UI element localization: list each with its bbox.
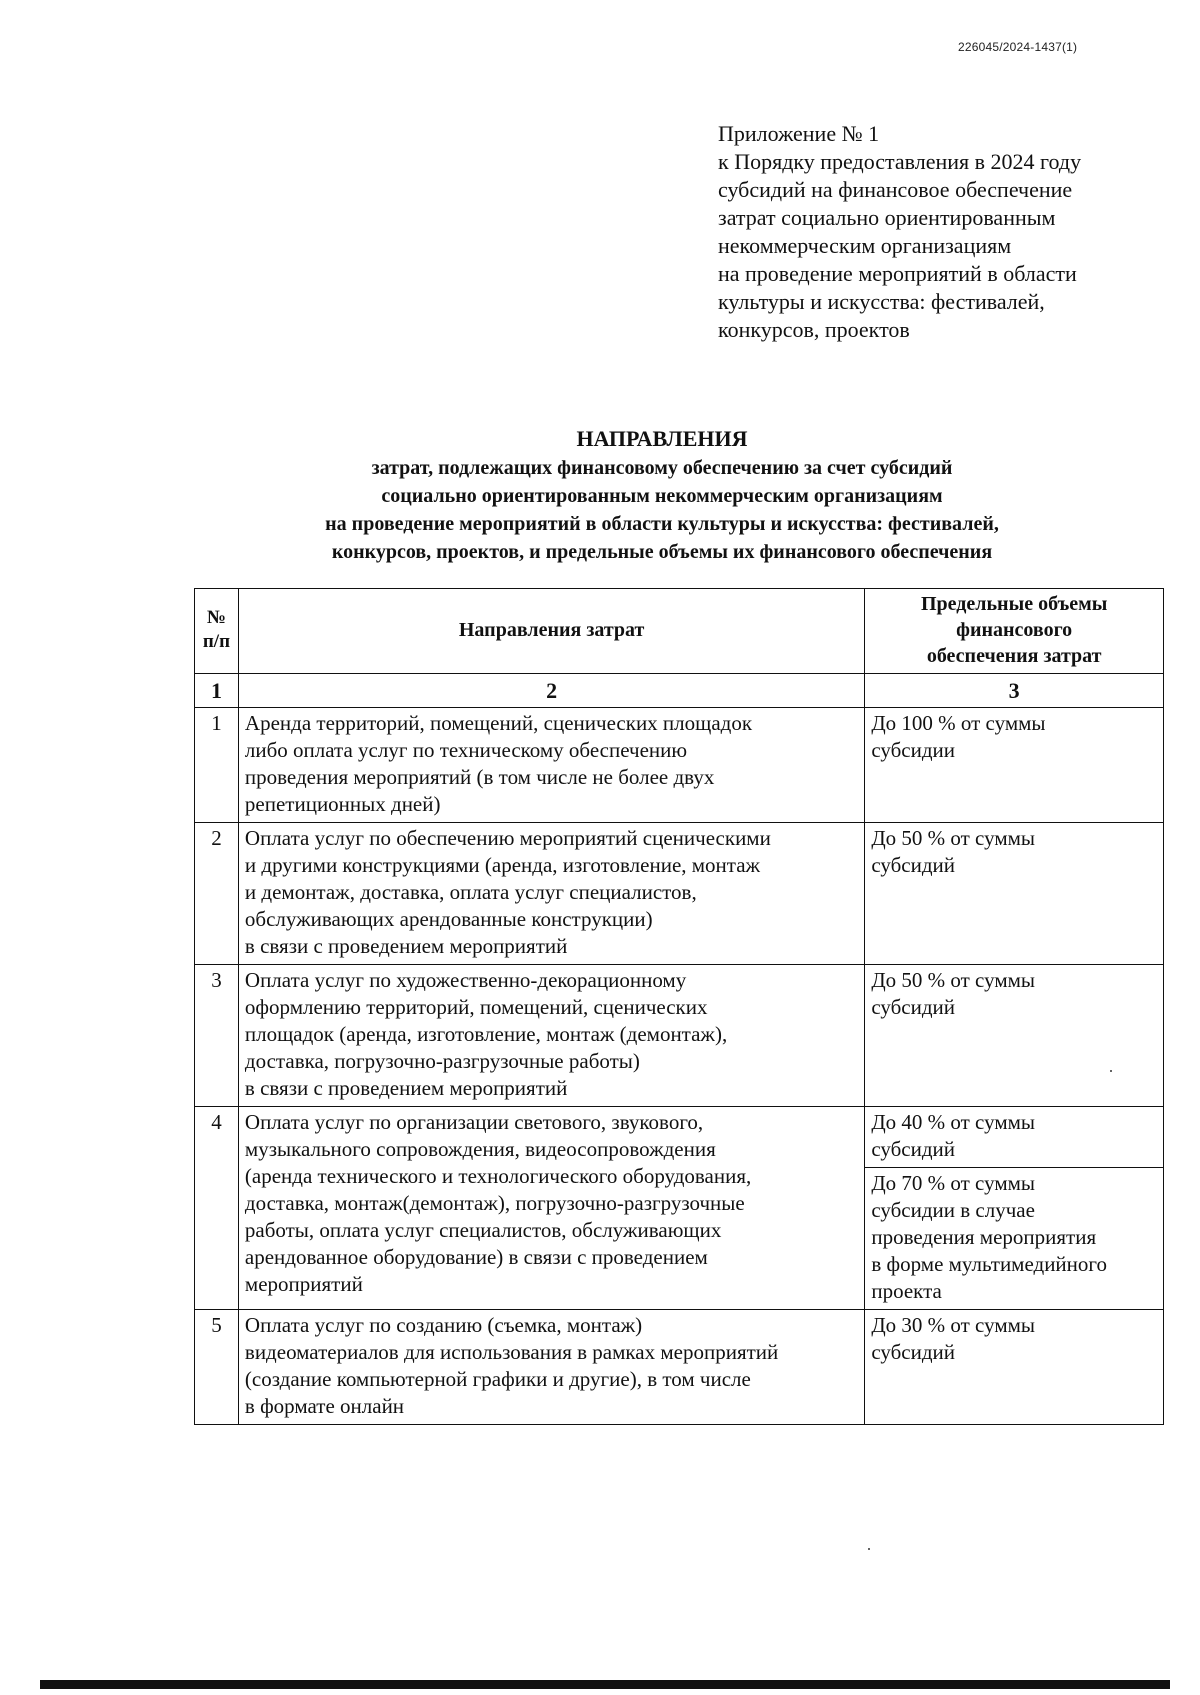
cost-direction-cell [238, 708, 864, 823]
document-heading [180, 424, 1144, 566]
header-number-line: п/п [202, 631, 231, 652]
cost-direction-line: и демонтаж, доставка, оплата услуг специалистов, [244, 880, 697, 904]
cost-direction-cell [238, 1310, 864, 1425]
header-limit-line: Предельные объемы [920, 593, 1108, 615]
table-row [195, 708, 1164, 823]
scan-edge-bar [40, 1680, 1170, 1689]
annex-line: некоммерческим организациям [718, 233, 1012, 258]
annex-reference-block [718, 120, 1158, 344]
row-number: 4 [195, 1107, 239, 1310]
scan-speck [868, 1548, 870, 1550]
column-index: 2 [238, 674, 864, 708]
header-number [195, 589, 239, 674]
table-row [195, 1310, 1164, 1425]
header-number-line: № [206, 607, 226, 628]
limit-option [865, 1107, 1163, 1167]
scan-speck [1110, 1070, 1112, 1072]
limit-line: субсидии в случае [871, 1198, 1035, 1222]
document-subtitle-line: социально ориентированным некоммерческим организациям [381, 485, 943, 507]
limit-cell [865, 708, 1164, 823]
cost-direction-line: мероприятий [244, 1272, 363, 1296]
limit-line: субсидий [871, 853, 955, 877]
table-header-row [195, 589, 1164, 674]
row-number: 2 [195, 823, 239, 965]
limit-line: субсидий [871, 995, 955, 1019]
limit-line: До 50 % от суммы [871, 826, 1036, 850]
cost-direction-line: проведения мероприятий (в том числе не более двух [244, 765, 715, 789]
column-index: 1 [195, 674, 239, 708]
limit-cell [865, 1310, 1164, 1425]
annex-line: к Порядку предоставления в 2024 году [718, 149, 1082, 174]
cost-direction-line: музыкального сопровождения, видеосопровождения [244, 1137, 716, 1161]
limit-line: субсидии [871, 738, 955, 762]
row-number: 1 [195, 708, 239, 823]
cost-direction-line: Оплата услуг по художественно-декорационному [244, 968, 687, 992]
header-limit-line: обеспечения затрат [926, 645, 1102, 667]
limit-line: До 100 % от суммы [871, 711, 1046, 735]
cost-direction-line: доставка, погрузочно-разгрузочные работы) [244, 1049, 640, 1073]
limit-option [865, 1167, 1163, 1309]
cost-direction-line: Оплата услуг по созданию (съемка, монтаж) [244, 1313, 643, 1337]
document-subtitle-line: конкурсов, проектов, и предельные объемы их финансового обеспечения [331, 541, 993, 563]
limit-line: субсидий [871, 1340, 955, 1364]
cost-direction-cell [238, 823, 864, 965]
cost-direction-cell [238, 1107, 864, 1310]
cost-direction-cell [238, 965, 864, 1107]
annex-line: затрат социально ориентированным [718, 205, 1056, 230]
header-limit [865, 589, 1164, 674]
document-registration-number: 226045/2024-1437(1) [958, 40, 1078, 54]
annex-line: на проведение мероприятий в области [718, 261, 1077, 286]
limit-line: субсидий [871, 1137, 955, 1161]
document-subtitle-line: на проведение мероприятий в области культуры и искусства: фестивалей, [325, 513, 999, 535]
limit-line: проведения мероприятия [871, 1225, 1097, 1249]
cost-direction-line: площадок (аренда, изготовление, монтаж (демонтаж), [244, 1022, 728, 1046]
cost-direction-line: либо оплата услуг по техническому обеспечению [244, 738, 688, 762]
header-limit-line: финансового [956, 619, 1073, 641]
annex-line: субсидий на финансовое обеспечение [718, 177, 1073, 202]
limit-line: проекта [871, 1279, 942, 1303]
cost-direction-line: доставка, монтаж(демонтаж), погрузочно-разгрузочные [244, 1191, 745, 1215]
cost-direction-line: (создание компьютерной графики и другие), в том числе [244, 1367, 751, 1391]
limit-line: До 40 % от суммы [871, 1110, 1036, 1134]
limit-line: в форме мультимедийного [871, 1252, 1108, 1276]
cost-directions-table [194, 588, 1164, 1425]
cost-direction-line: Аренда территорий, помещений, сценических площадок [244, 711, 753, 735]
cost-direction-line: в формате онлайн [244, 1394, 405, 1418]
limit-cell [865, 965, 1164, 1107]
annex-line: культуры и искусства: фестивалей, [718, 289, 1045, 314]
cost-direction-line: в связи с проведением мероприятий [244, 934, 568, 958]
limit-cell [865, 1107, 1164, 1310]
annex-line: Приложение № 1 [718, 121, 880, 146]
table-row [195, 823, 1164, 965]
table-row [195, 1107, 1164, 1310]
limit-line: До 50 % от суммы [871, 968, 1036, 992]
cost-direction-line: работы, оплата услуг специалистов, обслуживающих [244, 1218, 722, 1242]
cost-direction-line: видеоматериалов для использования в рамках мероприятий [244, 1340, 779, 1364]
cost-direction-line: и другими конструкциями (аренда, изготовление, монтаж [244, 853, 761, 877]
row-number: 5 [195, 1310, 239, 1425]
cost-direction-line: репетиционных дней) [244, 792, 441, 816]
limit-line: До 30 % от суммы [871, 1313, 1036, 1337]
document-title: НАПРАВЛЕНИЯ [576, 426, 748, 451]
cost-direction-line: Оплата услуг по организации светового, звукового, [244, 1110, 704, 1134]
cost-direction-line: Оплата услуг по обеспечению мероприятий сценическими [244, 826, 771, 850]
cost-direction-line: в связи с проведением мероприятий [244, 1076, 568, 1100]
cost-direction-line: арендованное оборудование) в связи с проведением [244, 1245, 708, 1269]
row-number: 3 [195, 965, 239, 1107]
cost-direction-line: оформлению территорий, помещений, сценических [244, 995, 708, 1019]
limit-cell [865, 823, 1164, 965]
annex-line: конкурсов, проектов [718, 317, 910, 342]
document-subtitle-line: затрат, подлежащих финансовому обеспечению за счет субсидий [371, 457, 953, 479]
column-index: 3 [865, 674, 1164, 708]
cost-direction-line: обслуживающих арендованные конструкции) [244, 907, 653, 931]
cost-direction-line: (аренда технического и технологического оборудования, [244, 1164, 752, 1188]
column-index-row [195, 674, 1164, 708]
limit-line: До 70 % от суммы [871, 1171, 1036, 1195]
table-row [195, 965, 1164, 1107]
header-direction: Направления затрат [238, 589, 864, 674]
